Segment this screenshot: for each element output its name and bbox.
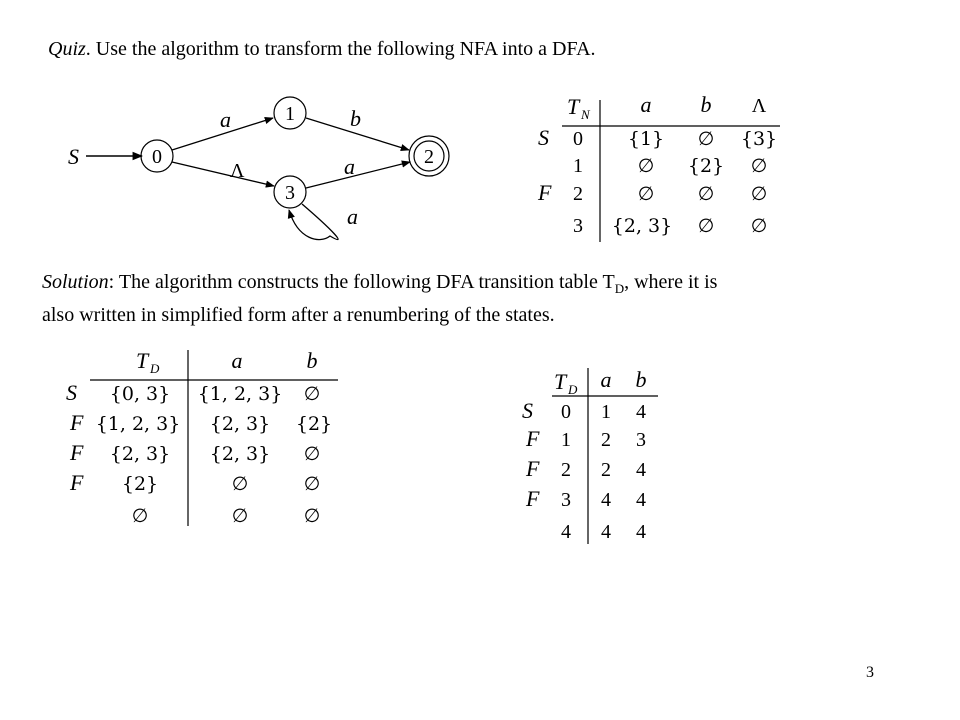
tn-mark-2: F [538, 180, 552, 205]
td-header-a: a [231, 348, 243, 373]
td-a-1: {2, 3} [209, 413, 271, 435]
td-header-sub: D [150, 361, 160, 376]
td-mark-2: F [70, 440, 84, 465]
tn-a-1: ∅ [637, 155, 655, 177]
tn-header-sub: N [581, 107, 590, 122]
td-header-b: b [306, 348, 318, 373]
td-mark-1: F [70, 410, 84, 435]
nfa-state-2-label: 2 [424, 146, 434, 168]
start-label: S [68, 144, 79, 169]
tn-b-1: {2} [687, 155, 725, 177]
tds-state-0: 0 [561, 401, 571, 423]
td-a-3: ∅ [231, 473, 249, 495]
nfa-state-3-label: 3 [285, 182, 295, 204]
tds-a-4: 4 [601, 521, 611, 543]
tn-header-b: b [700, 92, 712, 117]
nfa-state-1-label: 1 [285, 103, 295, 125]
tn-a-3: {2, 3} [611, 215, 673, 237]
tds-mark-2: F [526, 456, 540, 481]
edge-label-0-3: Λ [230, 160, 245, 182]
tds-a-2: 2 [601, 459, 611, 481]
tn-state-2: 2 [573, 183, 583, 205]
edge-0-3 [172, 162, 274, 186]
tn-state-0: 0 [573, 128, 583, 150]
tn-header-a: a [640, 92, 652, 117]
tn-header-t: T [567, 94, 580, 119]
tn-a-2: ∅ [637, 183, 655, 205]
edge-label-0-1: a [220, 107, 231, 132]
tds-a-1: 2 [601, 429, 611, 451]
tds-state-3: 3 [561, 489, 571, 511]
tds-header-t: T [554, 369, 567, 394]
tds-b-1: 3 [636, 429, 646, 451]
tn-lambda-1: ∅ [750, 155, 768, 177]
td-header-t: T [136, 348, 149, 373]
edge-3-3-loop [289, 204, 338, 240]
edge-label-3-3: a [347, 204, 358, 229]
tn-state-1: 1 [573, 155, 583, 177]
td-state-4: ∅ [131, 505, 149, 527]
tds-b-3: 4 [636, 489, 646, 511]
tn-mark-0: S [538, 125, 549, 150]
tds-state-2: 2 [561, 459, 571, 481]
tn-state-3: 3 [573, 215, 583, 237]
td-table [66, 348, 338, 527]
tds-state-4: 4 [561, 521, 571, 543]
tds-b-4: 4 [636, 521, 646, 543]
tn-lambda-0: {3} [740, 128, 778, 150]
td-b-4: ∅ [303, 505, 321, 527]
td-mark-0: S [66, 380, 77, 405]
tn-b-2: ∅ [697, 183, 715, 205]
tds-header-sub: D [568, 382, 578, 397]
tds-b-2: 4 [636, 459, 646, 481]
tn-b-0: ∅ [697, 128, 715, 150]
td-state-2: {2, 3} [109, 443, 171, 465]
tds-header-a: a [600, 367, 612, 392]
tn-lambda-2: ∅ [750, 183, 768, 205]
tds-mark-3: F [526, 486, 540, 511]
solution-sub: D [614, 281, 625, 296]
page-number: 3 [866, 664, 874, 681]
tds-mark-0: S [522, 398, 533, 423]
tds-mark-1: F [526, 426, 540, 451]
td-a-4: ∅ [231, 505, 249, 527]
tn-b-3: ∅ [697, 215, 715, 237]
solution-paragraph [42, 269, 922, 328]
td-state-0: {0, 3} [109, 383, 171, 405]
tds-header-b: b [635, 367, 647, 392]
td-b-2: ∅ [303, 443, 321, 465]
tn-lambda-3: ∅ [750, 215, 768, 237]
td-b-0: ∅ [303, 383, 321, 405]
solution-text-2: , where it is [624, 271, 718, 293]
quiz-text: . Use the algorithm to transform the following NFA into a DFA. [85, 38, 596, 60]
td-simple-table [522, 367, 658, 544]
tds-a-0: 1 [601, 401, 611, 423]
tn-a-0: {1} [627, 128, 665, 150]
edge-label-1-2: b [350, 106, 361, 131]
td-state-1: {1, 2, 3} [95, 413, 181, 435]
tds-a-3: 4 [601, 489, 611, 511]
nfa-state-0-label: 0 [152, 146, 162, 168]
td-b-1: {2} [295, 413, 333, 435]
edge-label-3-2: a [344, 154, 355, 179]
td-state-3: {2} [121, 473, 159, 495]
td-a-0: {1, 2, 3} [197, 383, 283, 405]
solution-text-1: : The algorithm constructs the following DFA transition table T [108, 271, 615, 293]
solution-text-3: also written in simplified form after a renumbering of the states. [42, 304, 555, 326]
solution-label: Solution [42, 271, 109, 293]
quiz-label: Quiz [48, 38, 86, 60]
td-a-2: {2, 3} [209, 443, 271, 465]
tn-header-lambda: Λ [751, 95, 767, 117]
td-mark-3: F [70, 470, 84, 495]
tds-state-1: 1 [561, 429, 571, 451]
tds-b-0: 4 [636, 401, 646, 423]
td-b-3: ∅ [303, 473, 321, 495]
tn-table [537, 92, 780, 242]
edge-3-2 [306, 162, 410, 188]
